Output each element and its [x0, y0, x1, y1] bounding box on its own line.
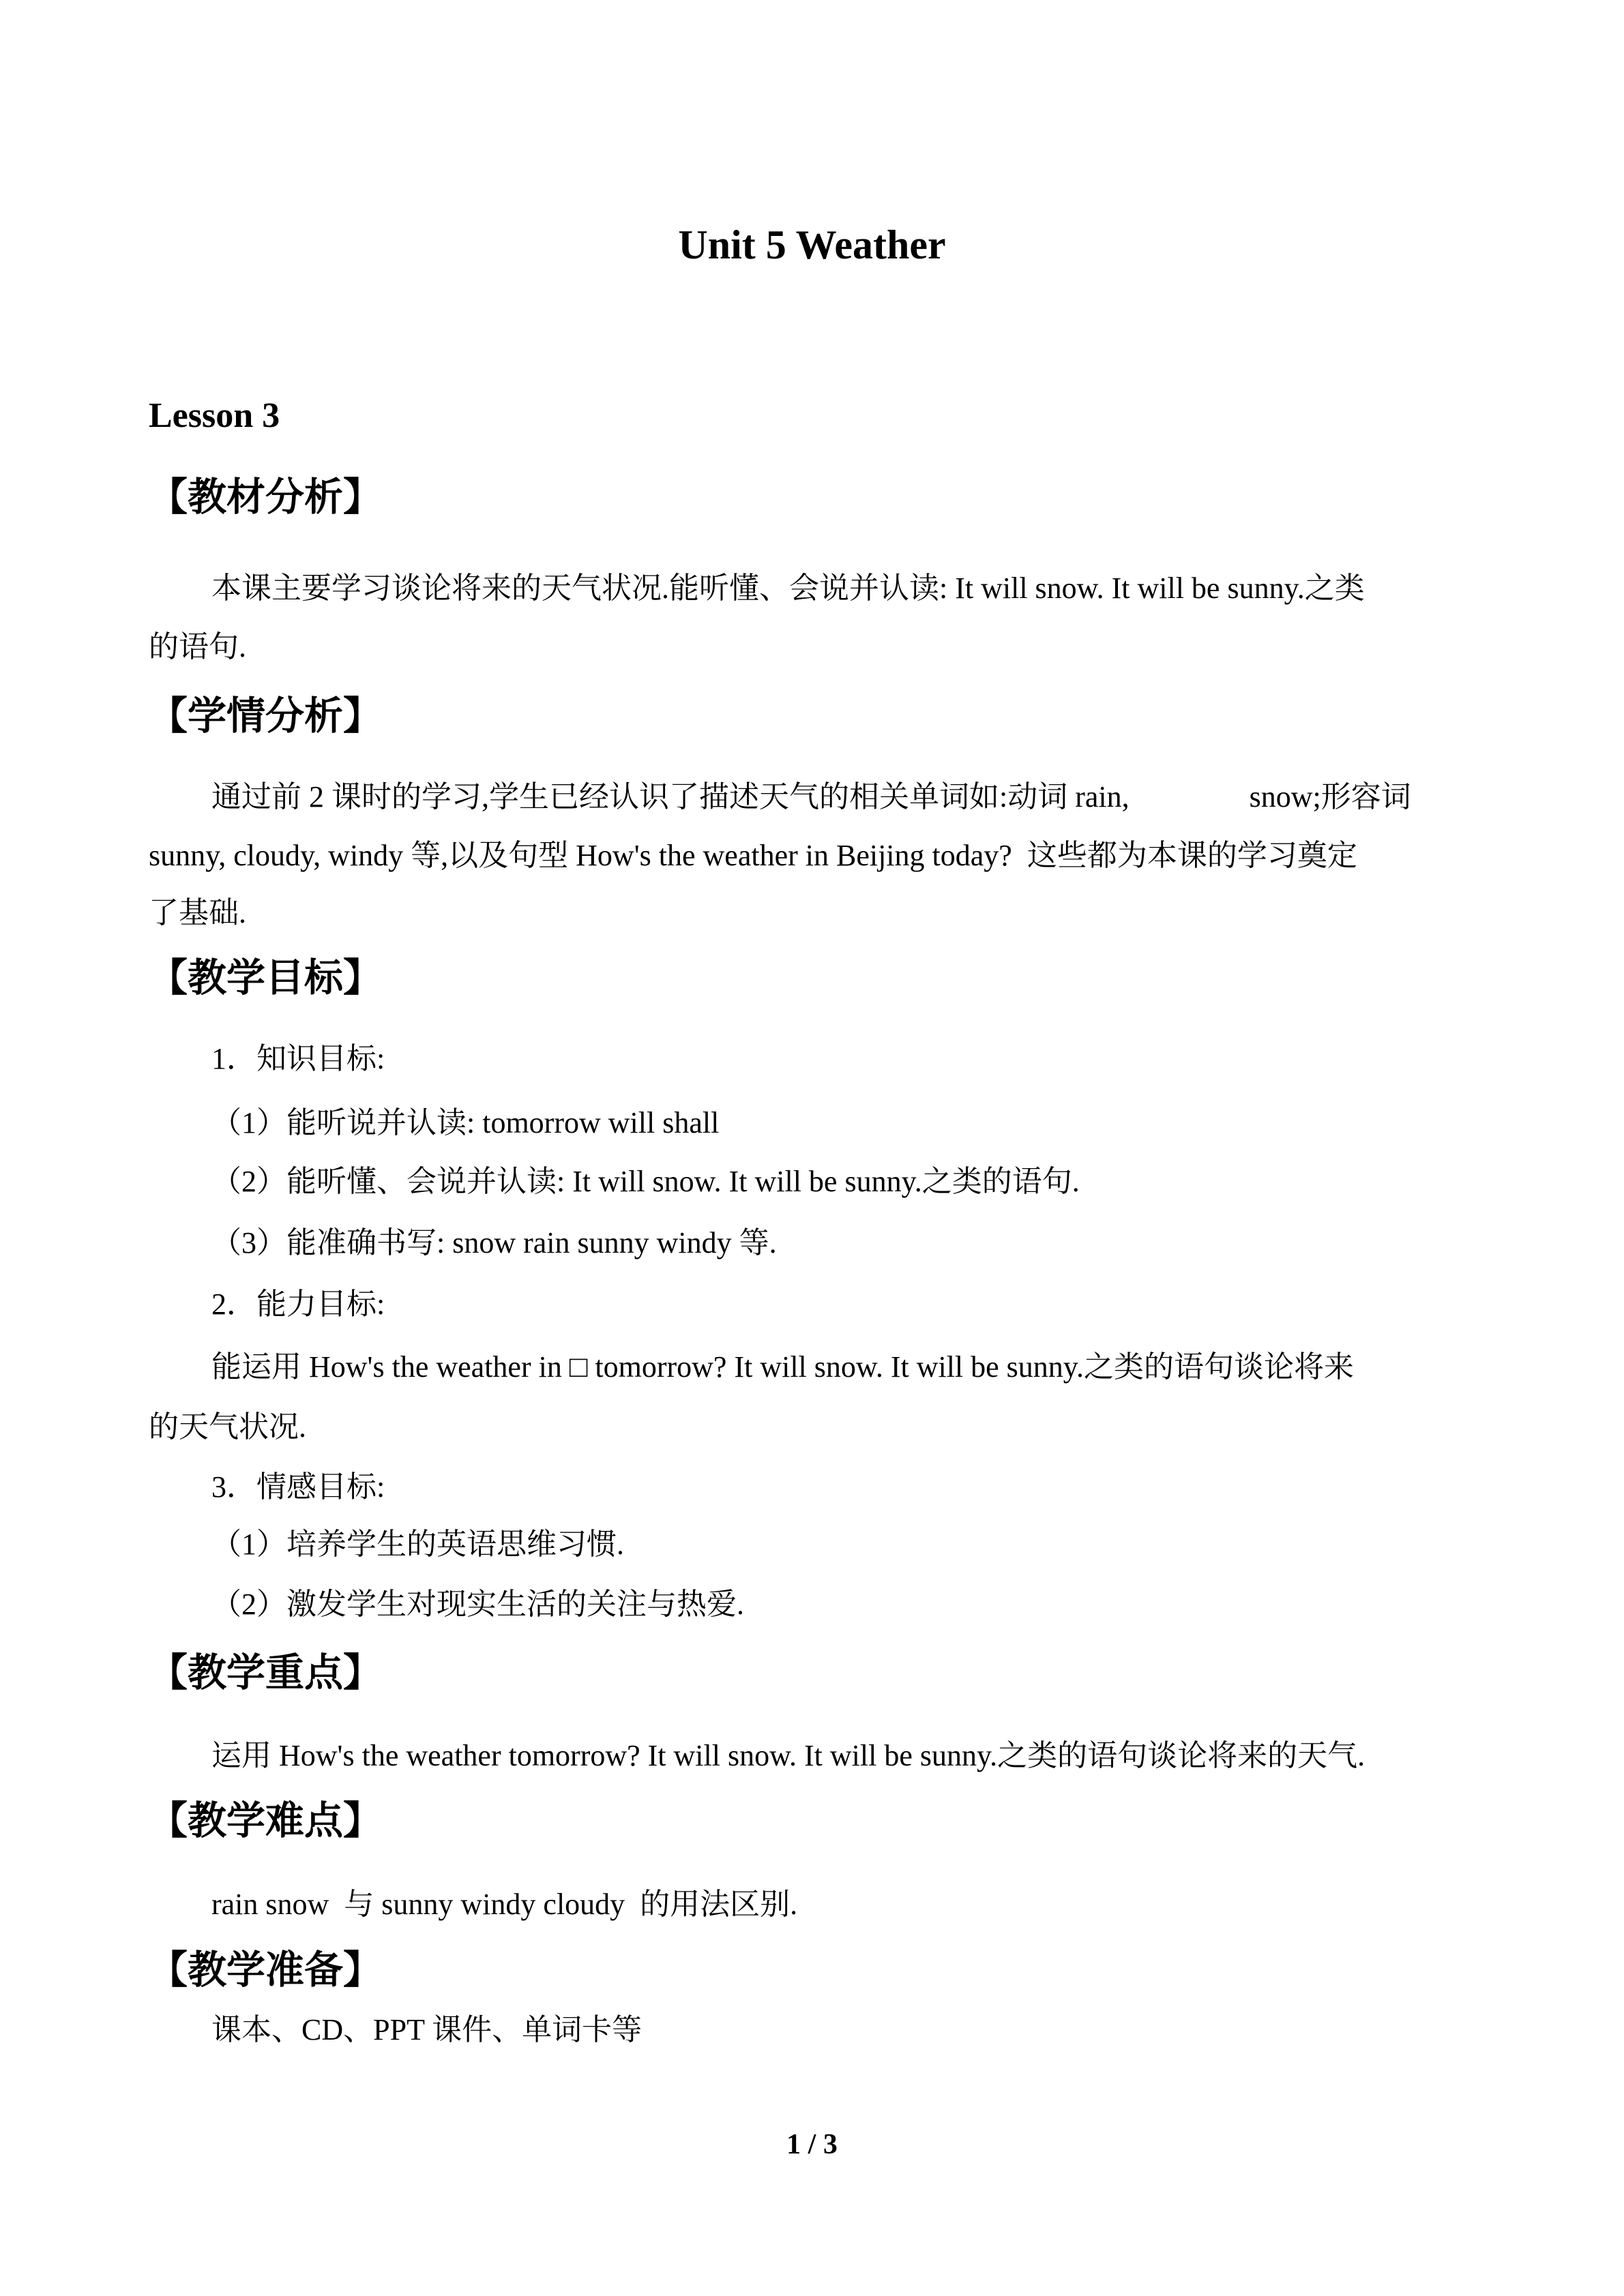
learner-analysis-line-2: sunny, cloudy, windy 等,以及句型 How's the weather in Beijing today? 这些都为本课的学习奠定 [149, 839, 1357, 872]
objectives-knowledge-item-3: （3）能准确书写: snow rain sunny windy 等. [211, 1226, 777, 1259]
teaching-difficulty-line-1: rain snow 与 sunny windy cloudy 的用法区别. [211, 1888, 798, 1921]
page-number: 1 / 3 [786, 2129, 838, 2160]
learner-analysis-line-3: 了基础. [149, 896, 246, 929]
section-heading-teaching-preparation: 【教学准备】 [149, 1949, 382, 1992]
section-heading-teaching-objectives: 【教学目标】 [149, 957, 382, 1000]
material-analysis-line-2: 的语句. [149, 630, 246, 664]
teaching-focus-line-1: 运用 How's the weather tomorrow? It will snow. It will be sunny.之类的语句谈论将来的天气. [211, 1739, 1365, 1772]
objectives-emotion-item-2: （2）激发学生对现实生活的关注与热爱. [211, 1587, 744, 1621]
objectives-ability-label: 2．能力目标: [211, 1287, 385, 1321]
objectives-emotion-label: 3．情感目标: [211, 1470, 385, 1504]
learner-analysis-line-1: 通过前 2 课时的学习,学生已经认识了描述天气的相关单词如:动词 rain, snow;形容词 [211, 780, 1411, 814]
lesson-heading: Lesson 3 [149, 396, 280, 435]
section-heading-material-analysis: 【教材分析】 [149, 476, 382, 519]
section-heading-learner-analysis: 【学情分析】 [149, 695, 382, 738]
objectives-ability-line-1: 能运用 How's the weather in □ tomorrow? It will snow. It will be sunny.之类的语句谈论将来 [211, 1350, 1354, 1384]
section-heading-teaching-focus: 【教学重点】 [149, 1652, 382, 1695]
doc-title: Unit 5 Weather [678, 222, 946, 267]
objectives-emotion-item-1: （1）培养学生的英语思维习惯. [211, 1527, 624, 1561]
objectives-knowledge-item-1: （1）能听说并认读: tomorrow will shall [211, 1106, 720, 1139]
objectives-knowledge-item-2: （2）能听懂、会说并认读: It will snow. It will be sunny.之类的语句. [211, 1165, 1080, 1198]
material-analysis-line-1: 本课主要学习谈论将来的天气状况.能听懂、会说并认读: It will snow. It will be sunny.之类 [211, 571, 1365, 605]
section-heading-teaching-difficulty: 【教学难点】 [149, 1800, 382, 1843]
objectives-ability-line-2: 的天气状况. [149, 1410, 306, 1444]
teaching-preparation-line-1: 课本、CD、PPT 课件、单词卡等 [211, 2013, 643, 2046]
objectives-knowledge-label: 1．知识目标: [211, 1042, 385, 1075]
